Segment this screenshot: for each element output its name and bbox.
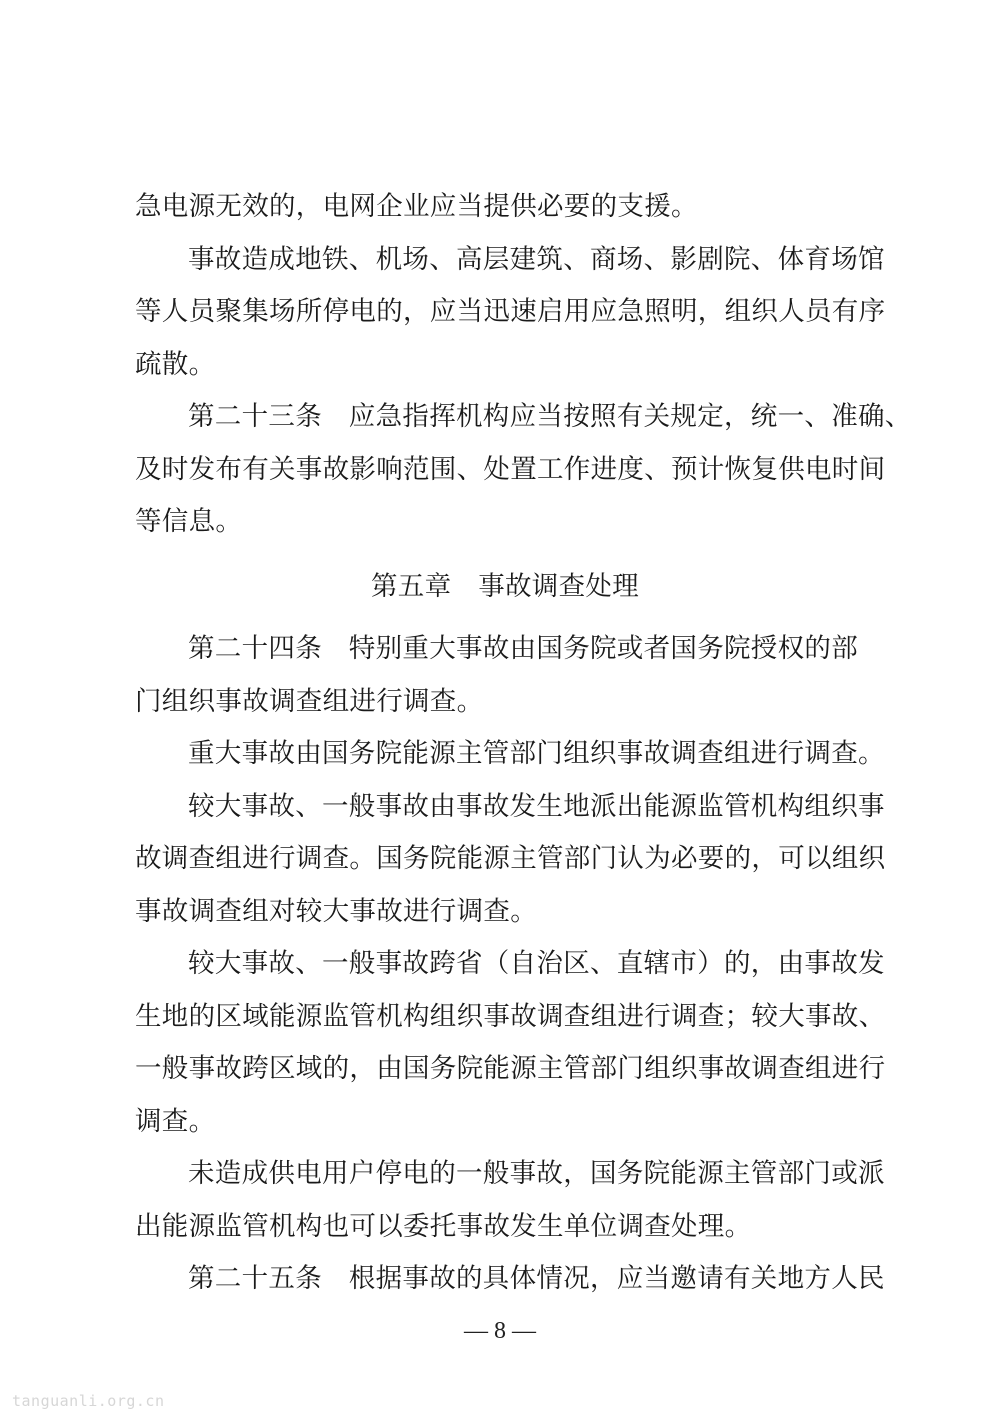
chapter-heading: 第五章 事故调查处理 <box>371 570 639 602</box>
text-line: 等人员聚集场所停电的，应当迅速启用应急照明，组织人员有序 <box>135 296 886 327</box>
text-line: 重大事故由国务院能源主管部门组织事故调查组进行调查。 <box>188 738 885 769</box>
text-line: 出能源监管机构也可以委托事故发生单位调查处理。 <box>135 1210 752 1242</box>
text-line: 较大事故、一般事故跨省（自治区、直辖市）的，由事故发 <box>188 948 885 979</box>
article-23-line: 第二十三条 应急指挥机构应当按照有关规定，统一、准确、 <box>188 401 912 432</box>
text-line: 未造成供电用户停电的一般事故，国务院能源主管部门或派 <box>188 1158 885 1189</box>
text-line: 故调查组进行调查。国务院能源主管部门认为必要的，可以组织 <box>135 843 886 874</box>
text-line: 及时发布有关事故影响范围、处置工作进度、预计恢复供电时间 <box>135 453 886 485</box>
article-25-line: 第二十五条 根据事故的具体情况，应当邀请有关地方人民 <box>188 1263 885 1294</box>
text-line: 急电源无效的，电网企业应当提供必要的支援。 <box>135 191 698 222</box>
body-text <box>135 181 912 1306</box>
watermark-text: tanguanli.org.cn <box>12 1392 165 1410</box>
text-line: 门组织事故调查组进行调查。 <box>135 685 484 717</box>
text-line: 一般事故跨区域的，由国务院能源主管部门组织事故调查组进行 <box>135 1053 886 1084</box>
article-24-line: 第二十四条 特别重大事故由国务院或者国务院授权的部 <box>188 633 858 664</box>
text-line: 疏散。 <box>135 348 216 380</box>
text-line: 事故造成地铁、机场、高层建筑、商场、影剧院、体育场馆 <box>188 243 885 275</box>
text-line: 等信息。 <box>135 506 243 537</box>
text-line: 生地的区域能源监管机构组织事故调查组进行调查；较大事故、 <box>135 1000 886 1032</box>
text-line: 较大事故、一般事故由事故发生地派出能源监管机构组织事 <box>188 790 885 822</box>
page-number: — 8 — <box>464 1318 536 1344</box>
text-line: 事故调查组对较大事故进行调查。 <box>135 895 537 927</box>
text-line: 调查。 <box>135 1105 216 1137</box>
